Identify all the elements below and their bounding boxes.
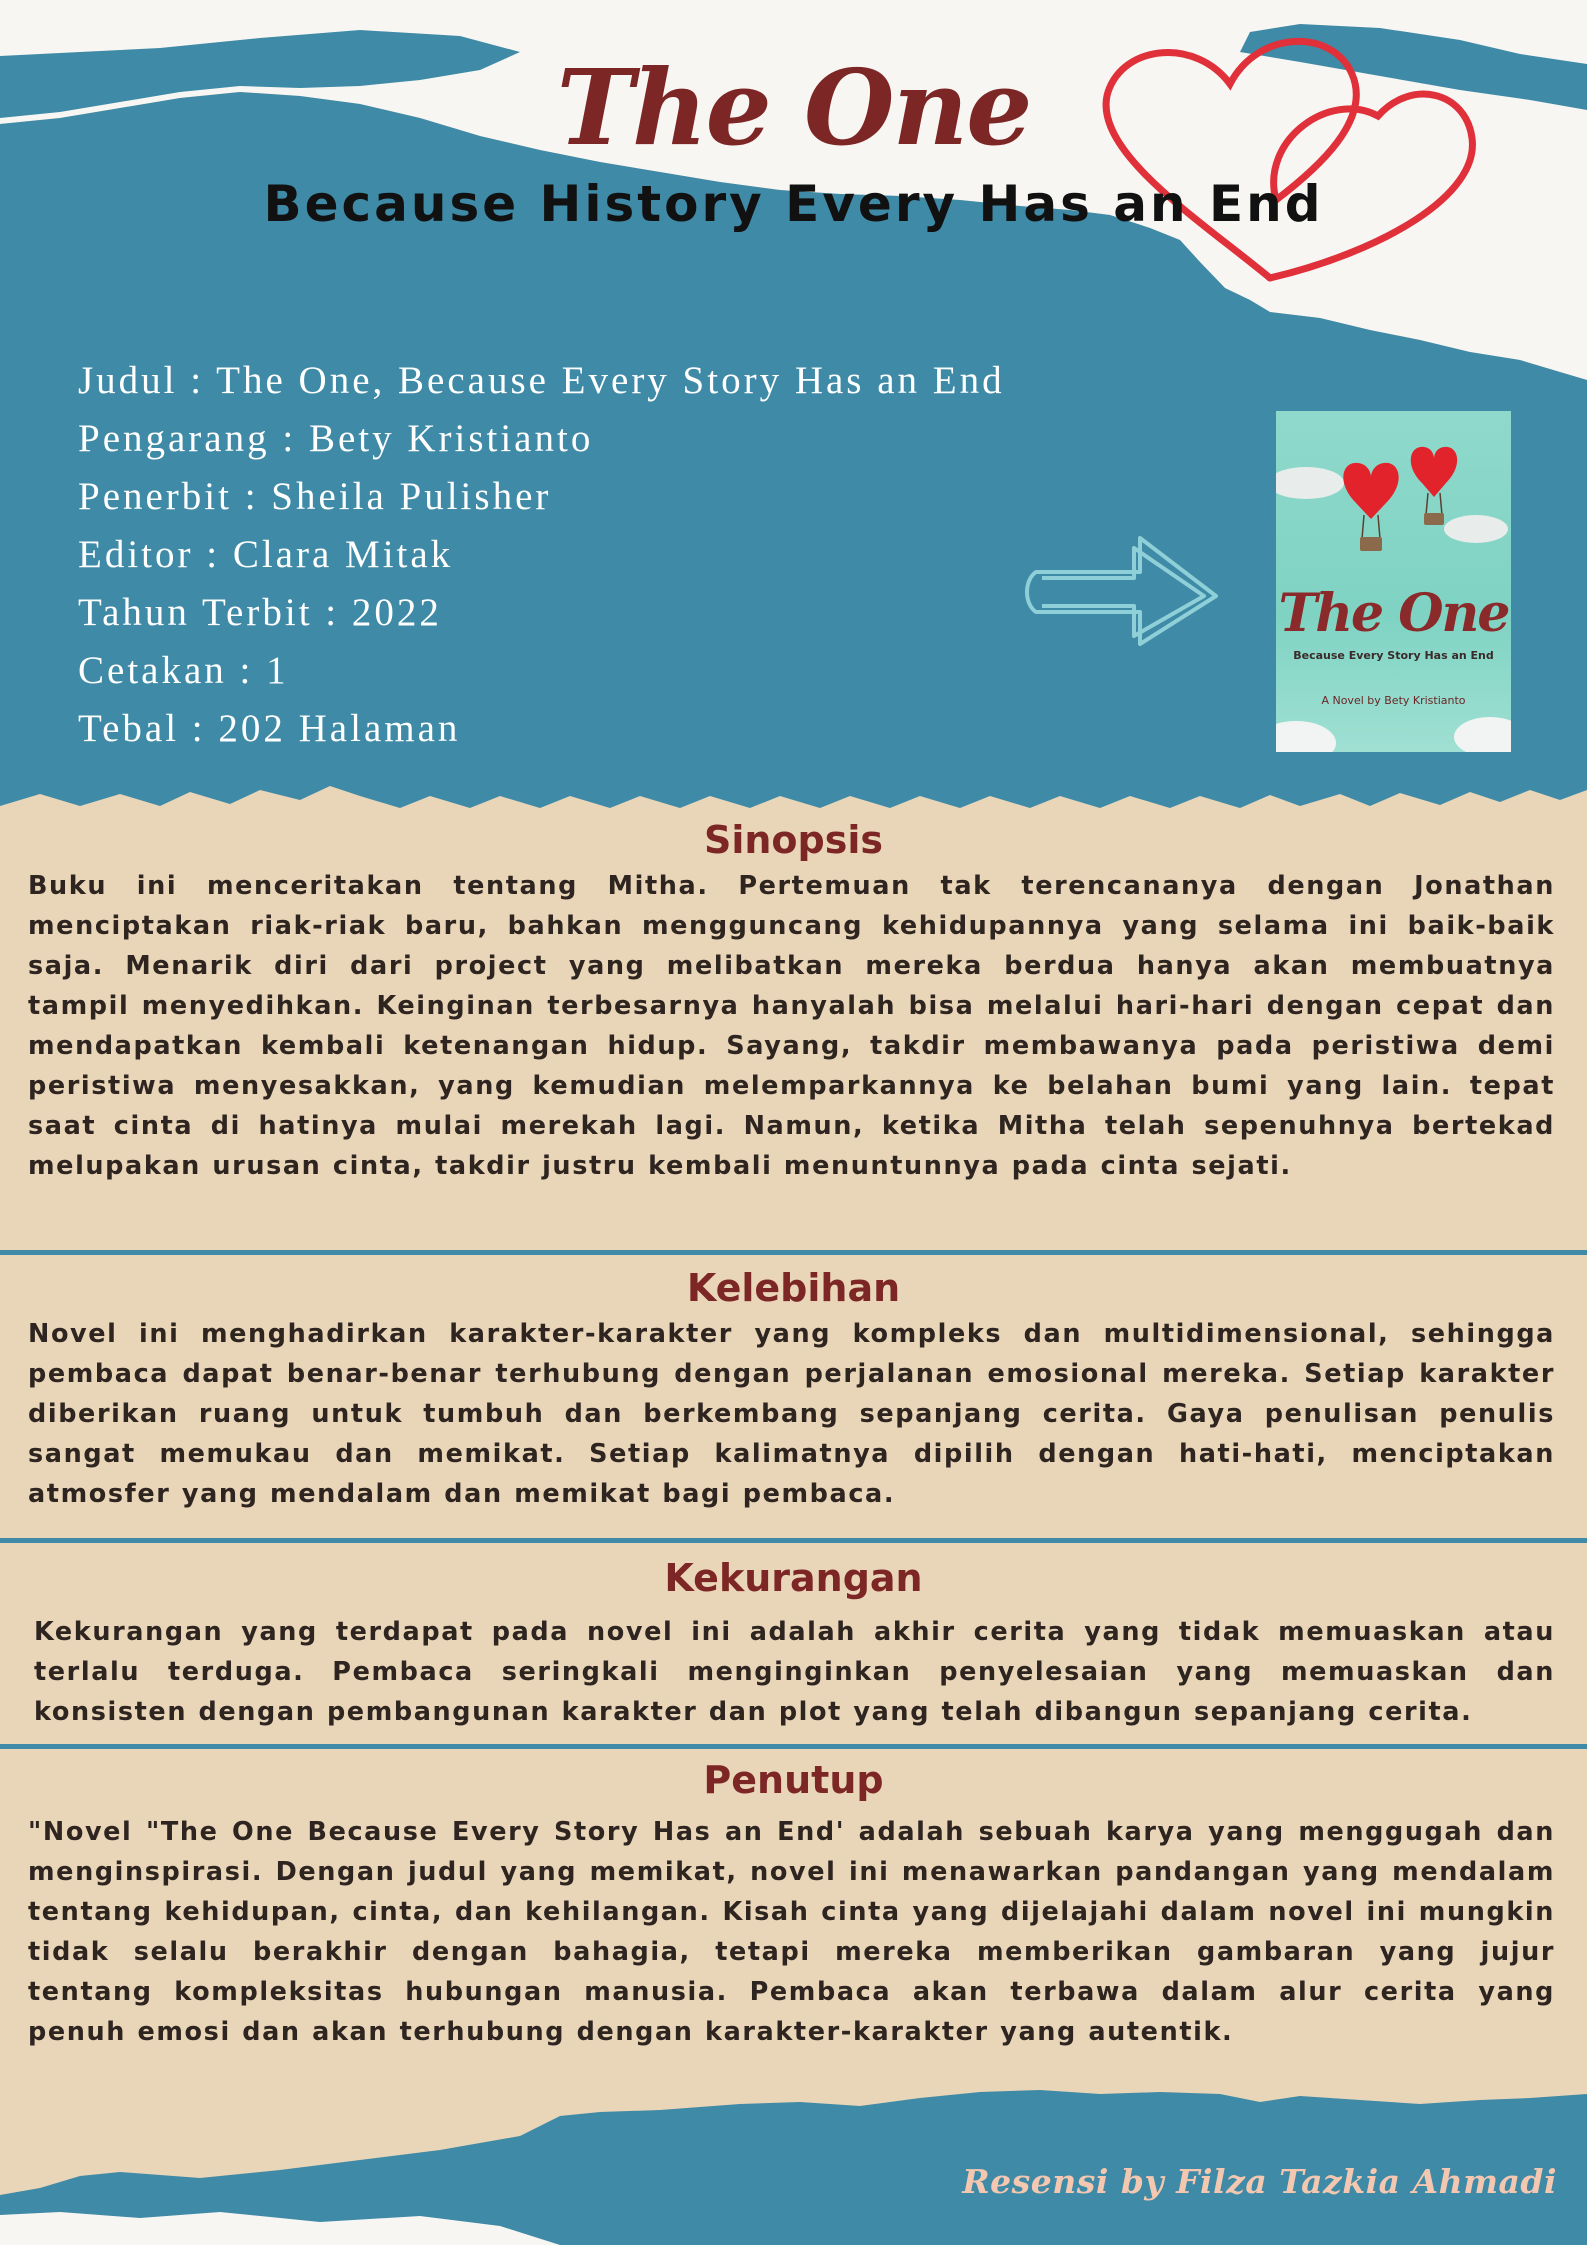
divider-2 bbox=[0, 1538, 1587, 1543]
info-tahun-terbit: Tahun Terbit : 2022 bbox=[78, 591, 442, 634]
info-judul: Judul : The One, Because Every Story Has an End bbox=[78, 359, 1005, 402]
divider-1 bbox=[0, 1250, 1587, 1255]
page-subtitle: Because History Every Has an End bbox=[263, 175, 1324, 233]
credit-signature: Resensi by Filza Tazkia Ahmadi bbox=[962, 2162, 1557, 2201]
body-penutup: "Novel "The One Because Every Story Has an End' adalah sebuah karya yang menggugah dan menginspirasi. Dengan judul yang memikat, novel ini menawarkan pandangan yang mendalam tentang kehidupan, cinta, dan kehilangan. Kisah cinta yang dijelajahi dalam novel ini mungkin tidak selalu berakhir dengan bahagia, tetapi mereka memberikan gambaran yang jujur tentang kompleksitas hubungan manusia. Pembaca akan terbawa dalam alur cerita yang penuh emosi dan akan terhubung dengan karakter-karakter yang autentik. bbox=[28, 1817, 1555, 2047]
heading-kekurangan: Kekurangan bbox=[664, 1556, 923, 1600]
cover-subtitle: Because Every Story Has an End bbox=[1293, 649, 1494, 662]
info-pengarang: Pengarang : Bety Kristianto bbox=[78, 417, 594, 460]
info-cetakan: Cetakan : 1 bbox=[78, 649, 289, 692]
heading-sinopsis: Sinopsis bbox=[703, 818, 883, 862]
info-penerbit: Penerbit : Sheila Pulisher bbox=[78, 475, 552, 518]
page-title: The One bbox=[556, 46, 1031, 169]
book-cover-image bbox=[1276, 411, 1511, 752]
heading-kelebihan: Kelebihan bbox=[686, 1266, 901, 1310]
body-kekurangan: Kekurangan yang terdapat pada novel ini adalah akhir cerita yang tidak memuaskan atau terlalu terduga. Pembaca seringkali menginginkan penyelesaian yang memuaskan dan konsisten dengan pembangunan karakter dan plot yang telah dibangun sepanjang cerita. bbox=[34, 1617, 1555, 1727]
heading-penutup: Penutup bbox=[703, 1758, 884, 1802]
heart-balloon-icon bbox=[1411, 447, 1457, 525]
info-tebal: Tebal : 202 Halaman bbox=[78, 707, 461, 750]
heart-balloon-icon bbox=[1343, 463, 1398, 551]
body-kelebihan: Novel ini menghadirkan karakter-karakter yang kompleks dan multidimensional, sehingga pembaca dapat benar-benar terhubung dengan perjalanan emosional mereka. Setiap karakter diberikan ruang untuk tumbuh dan berkembang sepanjang cerita. Gaya penulisan penulis sangat memukau dan memikat. Setiap kalimatnya dipilih dengan hati-hati, menciptakan atmosfer yang mendalam dan memikat bagi pembaca. bbox=[28, 1319, 1555, 1509]
info-editor: Editor : Clara Mitak bbox=[78, 533, 454, 576]
cover-title: The One bbox=[1278, 583, 1509, 644]
body-sinopsis: Buku ini menceritakan tentang Mitha. Pertemuan tak terencananya dengan Jonathan menciptakan riak-riak baru, bahkan mengguncang kehidupannya yang selama ini baik-baik saja. Menarik diri dari project yang melibatkan mereka berdua hanya akan membuatnya tampil menyedihkan. Keinginan terbesarnya hanyalah bisa melalui hari-hari dengan cepat dan mendapatkan kembali ketenangan hidup. Sayang, takdir membawanya pada peristiwa demi peristiwa menyesakkan, yang kemudian melemparkannya ke belahan bumi yang lain. tepat saat cinta di hatinya mulai merekah lagi. Namun, ketika Mitha telah sepenuhnya bertekad melupakan urusan cinta, takdir justru kembali menuntunnya pada cinta sejati. bbox=[28, 871, 1555, 1181]
cover-author: A Novel by Bety Kristianto bbox=[1321, 694, 1466, 707]
book-info-list bbox=[78, 352, 1178, 758]
divider-3 bbox=[0, 1744, 1587, 1749]
